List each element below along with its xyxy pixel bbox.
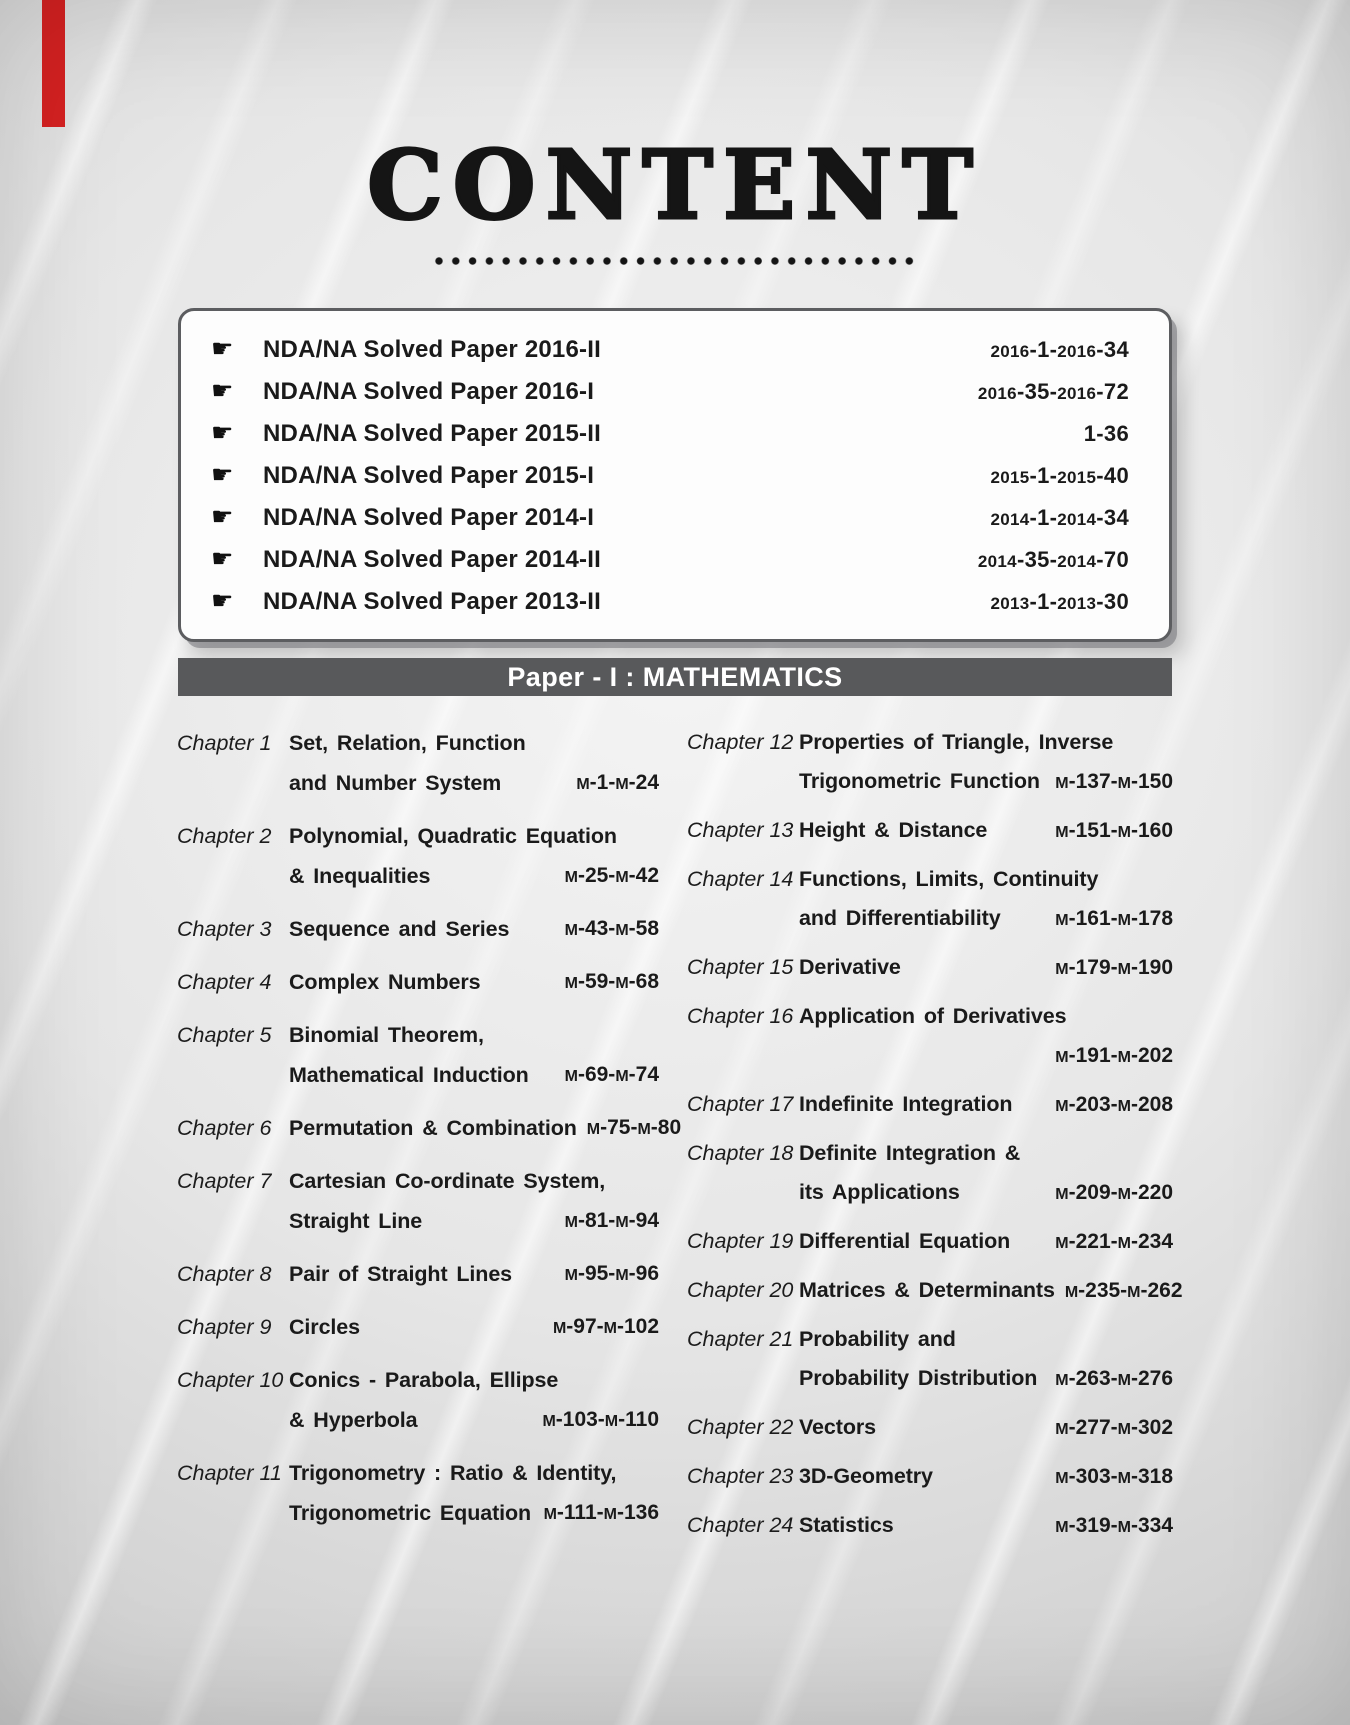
pointing-hand-icon: ☛ <box>211 503 234 531</box>
chapter-title: Sequence and Series <box>289 917 510 941</box>
paper-pages: 1-36 <box>1083 421 1129 446</box>
chapter-number: Chapter 4 <box>177 970 272 994</box>
chapter-title: Permutation & Combination <box>289 1116 577 1140</box>
paper-title: NDA/NA Solved Paper 2015-I <box>263 462 595 489</box>
paper-pages: 2015-1-2015-40 <box>990 463 1129 488</box>
chapter-title: 3D-Geometry <box>799 1464 933 1488</box>
chapter-pages: M-191-M-202 <box>1055 1044 1173 1067</box>
chapter-title: Definite Integration & <box>799 1141 1021 1165</box>
chapter-pages: M-161-M-178 <box>1055 907 1173 930</box>
chapter-pages: M-75-M-80 <box>586 1116 682 1139</box>
chapter-title: Probability Distribution <box>799 1366 1038 1390</box>
chapter-number: Chapter 12 <box>687 730 794 754</box>
chapter-number: Chapter 5 <box>177 1023 272 1047</box>
solved-paper-row <box>211 455 1129 497</box>
chapter-title: Trigonometry : Ratio & Identity, <box>289 1461 617 1485</box>
chapter-title: Trigonometric Equation <box>289 1501 532 1525</box>
pointing-hand-icon: ☛ <box>211 419 234 447</box>
chapter-entry <box>687 811 1173 852</box>
chapter-pages: M-209-M-220 <box>1055 1181 1173 1204</box>
chapter-pages: M-221-M-234 <box>1055 1230 1173 1253</box>
chapter-number: Chapter 10 <box>177 1368 284 1392</box>
solved-paper-row <box>211 329 1129 371</box>
chapter-entry <box>177 1015 659 1097</box>
chapter-title: Height & Distance <box>799 818 988 842</box>
paper-pages: 2016-35-2016-72 <box>977 379 1129 404</box>
chapter-title: Statistics <box>799 1513 894 1537</box>
chapter-pages: M-25-M-42 <box>564 864 659 887</box>
chapter-number: Chapter 14 <box>687 867 794 891</box>
chapter-number: Chapter 8 <box>177 1262 272 1286</box>
chapter-pages: M-97-M-102 <box>552 1315 659 1338</box>
chapter-entry <box>177 1108 682 1150</box>
chapter-title: & Inequalities <box>289 864 431 888</box>
pointing-hand-icon: ☛ <box>211 587 234 615</box>
chapter-number: Chapter 7 <box>177 1169 272 1193</box>
chapter-title: Pair of Straight Lines <box>289 1262 513 1286</box>
chapter-title: Polynomial, Quadratic Equation <box>289 824 617 848</box>
chapter-title: Indefinite Integration <box>799 1092 1013 1116</box>
red-accent-stripe <box>42 0 65 127</box>
paper-title: NDA/NA Solved Paper 2013-II <box>263 588 601 615</box>
chapters-column-left <box>177 723 682 1555</box>
chapter-pages: M-179-M-190 <box>1055 956 1173 979</box>
paper-title: NDA/NA Solved Paper 2016-I <box>263 378 595 405</box>
chapter-title: Derivative <box>799 955 901 979</box>
chapter-number: Chapter 3 <box>177 917 272 941</box>
chapter-entry <box>177 909 659 951</box>
chapters-column-right <box>687 723 1183 1555</box>
chapters-columns <box>177 723 1183 1555</box>
chapter-number: Chapter 19 <box>687 1229 794 1253</box>
pointing-hand-icon: ☛ <box>211 545 234 573</box>
chapter-title: Properties of Triangle, Inverse <box>799 730 1114 754</box>
chapter-entry <box>687 1134 1173 1214</box>
chapter-pages: M-151-M-160 <box>1055 819 1173 842</box>
chapter-pages: M-95-M-96 <box>564 1262 659 1285</box>
chapter-entry <box>177 1254 659 1296</box>
chapter-entry <box>687 1222 1173 1263</box>
chapter-pages: M-69-M-74 <box>564 1063 659 1086</box>
chapter-title: Binomial Theorem, <box>289 1023 484 1047</box>
chapter-title: Functions, Limits, Continuity <box>799 867 1099 891</box>
paper-pages: 2014-1-2014-34 <box>990 505 1129 530</box>
chapter-number: Chapter 22 <box>687 1415 794 1439</box>
solved-paper-row <box>211 413 1129 455</box>
chapter-title: Straight Line <box>289 1209 423 1233</box>
chapter-title: and Differentiability <box>799 906 1001 930</box>
chapter-entry <box>177 1453 659 1535</box>
chapter-title: Application of Derivatives <box>799 1004 1067 1028</box>
chapter-title: Set, Relation, Function <box>289 731 526 755</box>
chapter-number: Chapter 11 <box>177 1461 282 1485</box>
chapter-entry <box>687 1506 1173 1547</box>
solved-paper-row <box>211 581 1129 623</box>
chapter-pages: M-137-M-150 <box>1055 770 1173 793</box>
solved-papers-list <box>211 329 1129 623</box>
pointing-hand-icon: ☛ <box>211 461 234 489</box>
chapter-number: Chapter 23 <box>687 1464 794 1488</box>
chapter-title: & Hyperbola <box>289 1408 418 1432</box>
chapter-entry <box>687 948 1173 989</box>
chapter-number: Chapter 13 <box>687 818 794 842</box>
chapter-entry <box>177 1161 659 1243</box>
chapter-entry <box>687 1271 1183 1312</box>
chapter-pages: M-277-M-302 <box>1055 1416 1173 1439</box>
chapter-title: Probability and <box>799 1327 956 1351</box>
chapter-entry <box>687 1457 1173 1498</box>
chapter-entry <box>687 1408 1173 1449</box>
paper-title: NDA/NA Solved Paper 2016-II <box>263 336 601 363</box>
chapter-title: Complex Numbers <box>289 970 481 994</box>
chapter-number: Chapter 18 <box>687 1141 794 1165</box>
chapter-title: its Applications <box>799 1180 960 1204</box>
chapter-pages: M-263-M-276 <box>1055 1367 1173 1390</box>
chapter-entry <box>177 723 659 805</box>
chapter-title: Matrices & Determinants <box>799 1278 1055 1302</box>
chapter-title: Conics - Parabola, Ellipse <box>289 1368 559 1392</box>
chapter-number: Chapter 15 <box>687 955 794 979</box>
chapter-pages: M-1-M-24 <box>576 771 659 794</box>
chapter-entry <box>687 1320 1173 1400</box>
chapter-entry <box>177 962 659 1004</box>
chapter-pages: M-81-M-94 <box>564 1209 659 1232</box>
chapter-number: Chapter 1 <box>177 731 272 755</box>
paper-pages: 2013-1-2013-30 <box>990 589 1129 614</box>
chapter-entry <box>687 1085 1173 1126</box>
chapter-number: Chapter 9 <box>177 1315 272 1339</box>
dotted-divider <box>431 255 919 268</box>
chapter-pages: M-235-M-262 <box>1064 1279 1183 1302</box>
chapter-entry <box>687 860 1173 940</box>
chapter-number: Chapter 6 <box>177 1116 272 1140</box>
paper-title: NDA/NA Solved Paper 2014-I <box>263 504 595 531</box>
chapter-number: Chapter 24 <box>687 1513 794 1537</box>
chapter-title: Trigonometric Function <box>799 769 1040 793</box>
chapter-pages: M-43-M-58 <box>564 917 659 940</box>
chapter-title: Mathematical Induction <box>289 1063 529 1087</box>
paper-title: NDA/NA Solved Paper 2014-II <box>263 546 601 573</box>
chapter-entry <box>687 723 1173 803</box>
pointing-hand-icon: ☛ <box>211 335 234 363</box>
paper-title: NDA/NA Solved Paper 2015-II <box>263 420 601 447</box>
paper-pages: 2014-35-2014-70 <box>977 547 1129 572</box>
chapter-number: Chapter 17 <box>687 1092 794 1116</box>
chapter-number: Chapter 20 <box>687 1278 794 1302</box>
chapter-entry <box>177 816 659 898</box>
chapter-title: Circles <box>289 1315 361 1339</box>
chapter-title: Differential Equation <box>799 1229 1011 1253</box>
chapter-title: Vectors <box>799 1415 876 1439</box>
chapter-number: Chapter 16 <box>687 1004 794 1028</box>
paper-pages: 2016-1-2016-34 <box>990 337 1129 362</box>
chapter-entry <box>177 1360 659 1442</box>
chapter-pages: M-319-M-334 <box>1055 1514 1173 1537</box>
chapter-entry <box>687 997 1173 1077</box>
chapter-title: Cartesian Co-ordinate System, <box>289 1169 606 1193</box>
chapter-title: and Number System <box>289 771 502 795</box>
chapter-number: Chapter 21 <box>687 1327 794 1351</box>
solved-paper-row <box>211 371 1129 413</box>
solved-paper-row <box>211 497 1129 539</box>
chapter-pages: M-111-M-136 <box>543 1501 659 1524</box>
solved-paper-row <box>211 539 1129 581</box>
solved-papers-box <box>178 308 1172 642</box>
section-banner-label: Paper - I : MATHEMATICS <box>507 661 843 692</box>
chapter-pages: M-303-M-318 <box>1055 1465 1173 1488</box>
chapter-pages: M-203-M-208 <box>1055 1093 1173 1116</box>
chapter-entry <box>177 1307 659 1349</box>
chapter-number: Chapter 2 <box>177 824 272 848</box>
pointing-hand-icon: ☛ <box>211 377 234 405</box>
chapter-pages: M-103-M-110 <box>542 1408 659 1431</box>
page-title: CONTENT <box>367 130 983 241</box>
section-banner <box>178 658 1172 696</box>
chapter-pages: M-59-M-68 <box>564 970 659 993</box>
